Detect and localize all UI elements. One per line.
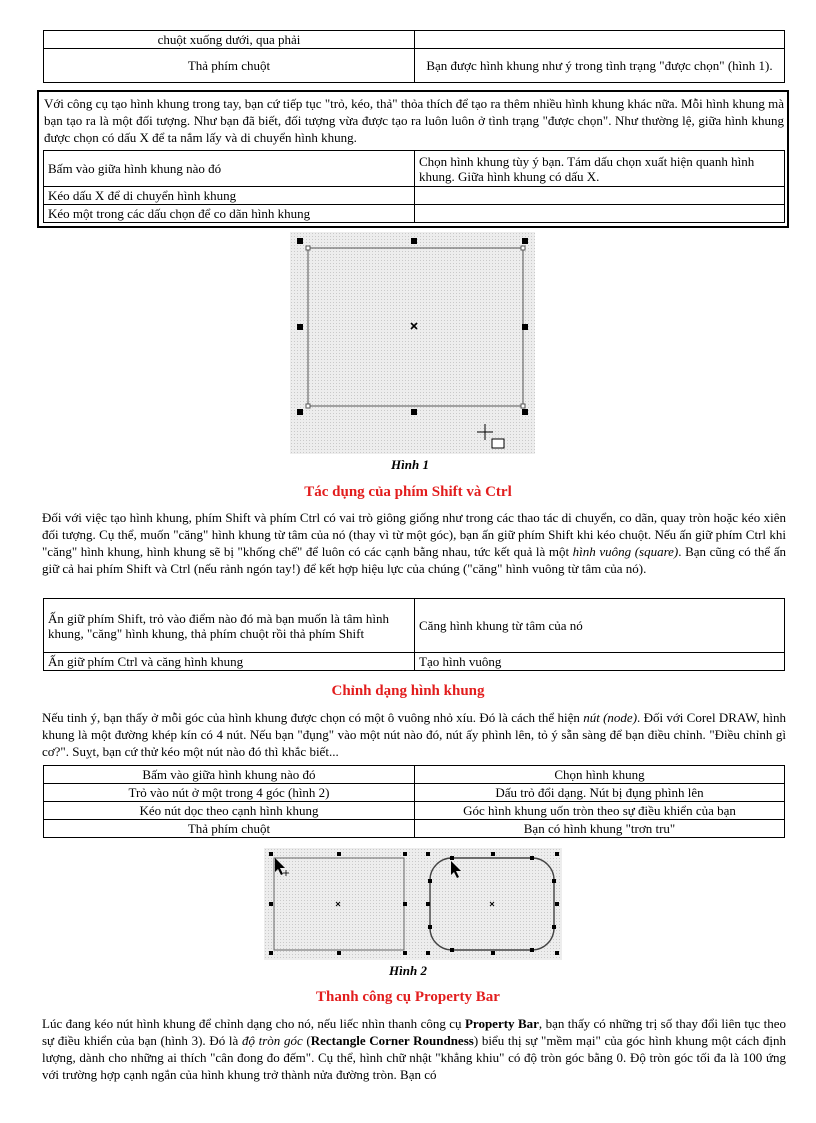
table-row — [44, 802, 785, 820]
table-row — [44, 766, 785, 784]
figure-1-caption: Hình 1 — [391, 457, 429, 472]
table-cell: chuột xuống dưới, qua phải — [44, 31, 415, 49]
table-cell: Bạn được hình khung như ý trong tình trạng "được chọn" (hình 1). — [415, 49, 785, 83]
table-shift-ctrl — [43, 598, 785, 671]
rectangle-rounded-corners — [426, 852, 559, 955]
table-cell: Tạo hình vuông — [415, 653, 785, 671]
arrow-cursor-icon — [275, 858, 285, 875]
table-shape — [43, 765, 785, 838]
table-cell: Bấm vào giữa hình khung nào đó — [44, 151, 415, 187]
table-row — [44, 205, 785, 223]
table-cell: Dấu trỏ đổi dạng. Nút bị đụng phình lên — [415, 784, 785, 802]
table-cell: Kéo dấu X để di chuyển hình khung — [44, 187, 415, 205]
table-row — [44, 187, 785, 205]
table-cell — [415, 187, 785, 205]
table-cell: Kéo nút dọc theo cạnh hình khung — [44, 802, 415, 820]
table-row — [44, 151, 785, 187]
figure-2-caption: Hình 2 — [389, 963, 427, 978]
crosshair-cursor-icon — [477, 424, 504, 448]
table-cell: Bạn có hình khung "trơn tru" — [415, 820, 785, 838]
table-cell: Ấn giữ phím Shift, trỏ vào điểm nào đó mà bạn muốn là tâm hình khung, "căng" hình khung, thả phím chuột rồi thả phím Shift — [44, 599, 415, 653]
table-cell: Thả phím chuột — [44, 820, 415, 838]
center-x-icon — [490, 902, 494, 906]
shape-paragraph: Nếu tinh ý, bạn thấy ở mỗi góc của hình khung được chọn có một ô vuông nhỏ xíu. Đó là cách thể hiện nút (node). Đối với Corel DRAW, hình khung là một đường khép kín có 4 nút. Nếu bạn "đụng" vào một nút nào đó, nút ấy phình lên, tỏ ý sẵn sàng để bạn điều chỉnh. "Điều chỉnh gì cơ?". Suỵt, bạn cứ thử kéo một nút nào đó thì khắc biết... — [42, 710, 786, 759]
table-cell — [415, 205, 785, 223]
arrow-cursor-icon — [451, 861, 461, 878]
table-row — [44, 599, 785, 653]
table-row — [44, 784, 785, 802]
heading-property-bar: Thanh công cụ Property Bar — [316, 989, 500, 1005]
table-cell: Góc hình khung uốn tròn theo sự điều khiển của bạn — [415, 802, 785, 820]
table-box — [43, 150, 785, 223]
table-row — [44, 653, 785, 671]
box-paragraph: Với công cụ tạo hình khung trong tay, bạn cứ tiếp tục "trỏ, kéo, thả" thỏa thích để tạo ra thêm nhiều hình khung khác nữa. Mỗi hình khung mà bạn tạo ra là một đối tượng. Như bạn đã biết, đối tượng vừa được tạo ra luôn luôn ở tình trạng "được chọn". Như thường lệ, giữa hình khung được chọn có dấu X để ta nắm lấy và di chuyển hình khung. — [44, 96, 784, 145]
table-cell: Kéo một trong các dấu chọn để co dãn hình khung — [44, 205, 415, 223]
heading-shape: Chỉnh dạng hình khung — [331, 683, 485, 699]
table-row — [44, 31, 785, 49]
shift-ctrl-paragraph: Đối với việc tạo hình khung, phím Shift và phím Ctrl có vai trò giông giống như trong các thao tác di chuyển, co dãn, quay tròn hoặc kéo xiên đối tượng. Cụ thể, muốn "căng" hình khung từ tâm của nó (thay vì từ một góc), bạn ấn giữ phím Shift khi kéo chuột. Nếu ấn giữ phím Ctrl khi "căng" hình khung, hình khung sẽ bị "khống chế" để luôn có các cạnh bằng nhau, tức kết quả là một hình vuông (square). Bạn cũng có thể ấn giữ cả hai phím Shift và Ctrl (nếu rảnh ngón tay!) để kết hợp hiệu lực của chúng ("căng" hình vuông từ tâm của nó). — [42, 510, 786, 576]
table-cell: Chọn hình khung tùy ý bạn. Tám dấu chọn xuất hiện quanh hình khung. Giữa hình khung có dấu X. — [415, 151, 785, 187]
property-bar-paragraph: Lúc đang kéo nút hình khung để chỉnh dạng cho nó, nếu liếc nhìn thanh công cụ Property Bar, bạn thấy có những trị số thay đổi liên tục theo sự điều khiển của bạn (hình 3). Đó là độ tròn góc (Rectangle Corner Roundness) biểu thị sự "mềm mại" của góc hình khung một cách định lượng, dành cho những ai thích "cân đong đo đếm". Cụ thể, hình chữ nhật "khẳng khiu" có độ tròn góc bằng 0. Độ tròn góc tối đa là 100 ứng với trường hợp cạnh ngắn của hình khung trở thành nửa đường tròn. Bạn có — [42, 1016, 786, 1082]
rectangle-sharp-corners — [269, 852, 407, 955]
table-top — [43, 30, 785, 83]
table-cell: Căng hình khung từ tâm của nó — [415, 599, 785, 653]
table-row — [44, 49, 785, 83]
figure-1 — [290, 232, 535, 454]
table-cell: Thả phím chuột — [44, 49, 415, 83]
table-cell: Chọn hình khung — [415, 766, 785, 784]
figure-2 — [264, 848, 562, 960]
table-cell: Trỏ vào nút ở một trong 4 góc (hình 2) — [44, 784, 415, 802]
table-cell — [415, 31, 785, 49]
center-x-icon — [336, 902, 340, 906]
table-row — [44, 820, 785, 838]
heading-shift-ctrl: Tác dụng của phím Shift và Ctrl — [304, 484, 512, 500]
table-cell: Ấn giữ phím Ctrl và căng hình khung — [44, 653, 415, 671]
table-cell: Bấm vào giữa hình khung nào đó — [44, 766, 415, 784]
center-x-icon — [411, 323, 417, 329]
